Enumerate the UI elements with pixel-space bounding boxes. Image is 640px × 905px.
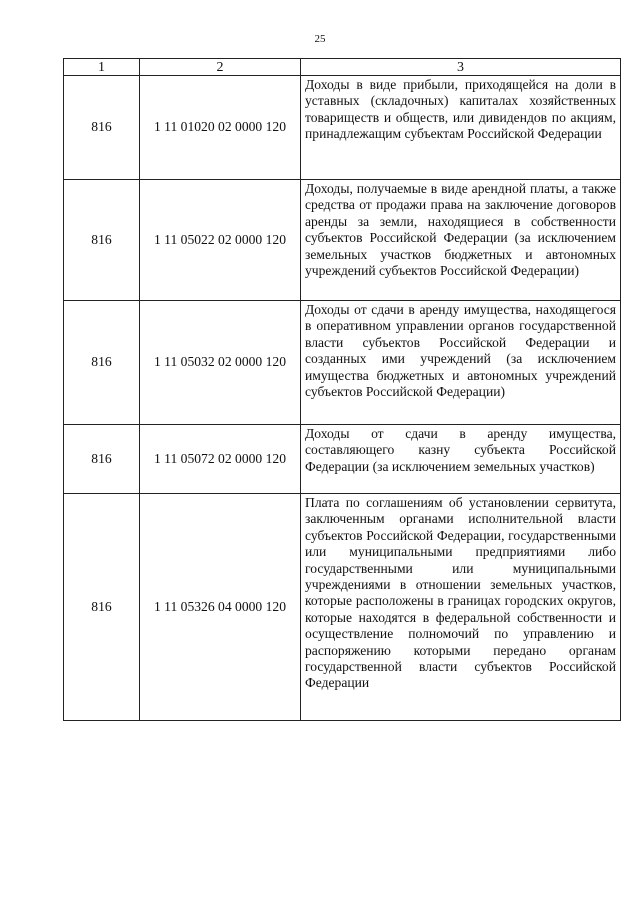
column-header-3: 3 xyxy=(301,59,621,76)
revenue-description-cell: Доходы от сдачи в аренду имущества, составляющего казну субъекта Российской Федерации (за исключением земельных участков) xyxy=(301,425,621,494)
revenue-code-cell: 1 11 01020 02 0000 120 xyxy=(140,76,301,180)
revenue-description-cell: Плата по соглашениям об установлении сервитута, заключенным органами исполнительной власти субъектов Российской Федерации, государственными или муниципальными предприятиями либо государственными или муниципальными учреждениями в отношении земельных участков, которые расположены в границах городских округов, которые находятся в федеральной собственности и осуществление полномочий по управлению и распоряжению которыми передано органам государственной власти субъектов Российской Федерации xyxy=(301,494,621,721)
revenue-description-cell: Доходы от сдачи в аренду имущества, находящегося в оперативном управлении органов государственной власти субъектов Российской Федерации и созданных ими учреждений (за исключением имущества бюджетных и автономных учреждений субъектов Российской Федерации) xyxy=(301,301,621,425)
table-row xyxy=(64,180,621,301)
admin-code-cell: 816 xyxy=(64,76,140,180)
page-number: 25 xyxy=(314,33,326,45)
revenue-code-cell: 1 11 05032 02 0000 120 xyxy=(140,301,301,425)
table-row xyxy=(64,76,621,180)
admin-code-cell: 816 xyxy=(64,494,140,721)
table-row xyxy=(64,494,621,721)
revenue-codes-table xyxy=(63,58,621,721)
header-row xyxy=(64,59,621,76)
column-header-2: 2 xyxy=(140,59,301,76)
table-row xyxy=(64,301,621,425)
admin-code-cell: 816 xyxy=(64,301,140,425)
table-body xyxy=(64,76,621,721)
admin-code-cell: 816 xyxy=(64,180,140,301)
revenue-description-cell: Доходы, получаемые в виде арендной платы, а также средства от продажи права на заключение договоров аренды за земли, находящиеся в собственности субъектов Российской Федерации (за исключением земельных участков бюджетных и автономных учреждений субъектов Российской Федерации) xyxy=(301,180,621,301)
admin-code-cell: 816 xyxy=(64,425,140,494)
revenue-code-cell: 1 11 05072 02 0000 120 xyxy=(140,425,301,494)
table-header xyxy=(64,59,621,76)
revenue-code-cell: 1 11 05022 02 0000 120 xyxy=(140,180,301,301)
column-header-1: 1 xyxy=(64,59,140,76)
revenue-code-cell: 1 11 05326 04 0000 120 xyxy=(140,494,301,721)
table-row xyxy=(64,425,621,494)
revenue-description-cell: Доходы в виде прибыли, приходящейся на доли в уставных (складочных) капиталах хозяйственных товариществ и обществ, или дивидендов по акциям, принадлежащим субъектам Российской Федерации xyxy=(301,76,621,180)
